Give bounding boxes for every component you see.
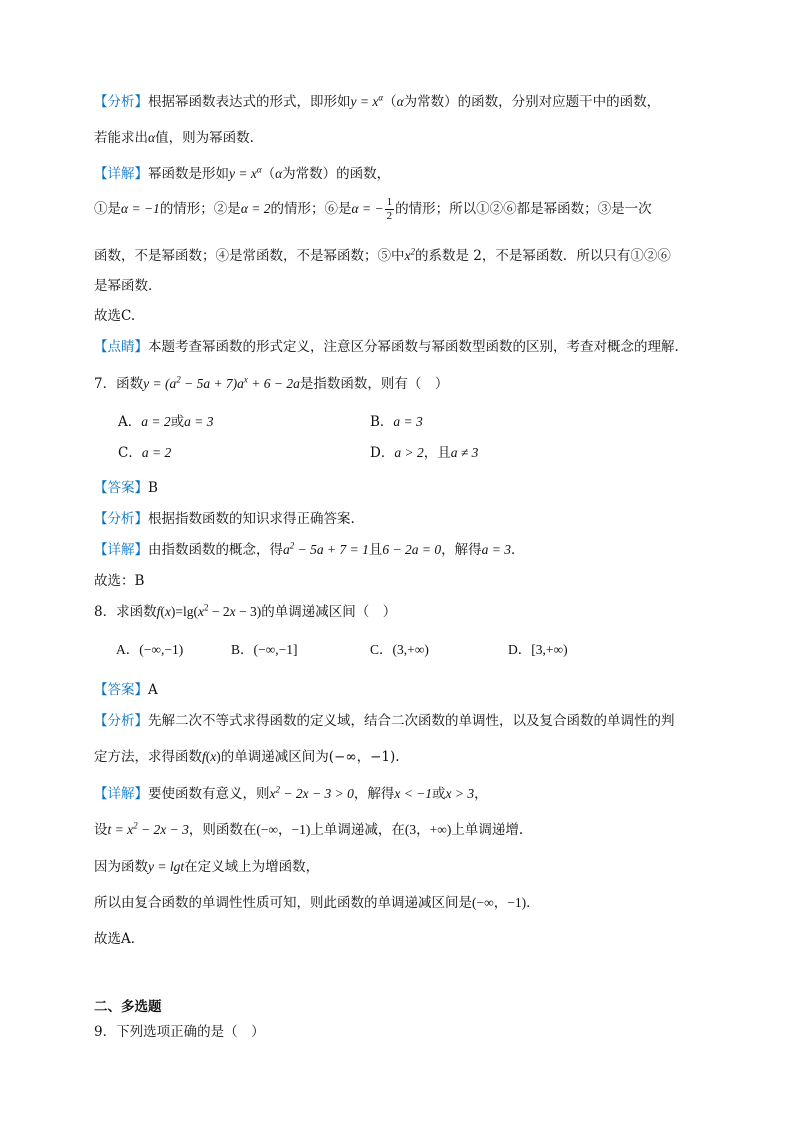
p6-detail-line4: 是幂函数． xyxy=(94,278,162,294)
q7-detail: 【详解】由指数函数的概念，得$a^2 - 5a + 7 = 1$且6 − 2a = 0，解得a = 3． xyxy=(94,540,525,558)
p6-comment: 【点睛】本题考查幂函数的形式定义，注意区分幂函数与幂函数型函数的区别，考查对概念的理解. xyxy=(94,339,679,355)
q8-option-d[interactable]: D．[3,+∞) xyxy=(508,642,568,657)
analysis-tag: 【分析】 xyxy=(94,94,148,110)
q7-choose: 故选：B xyxy=(94,573,145,589)
q8-option-c[interactable]: C．(3,+∞) xyxy=(370,642,429,657)
fraction-one-half: $\frac{1}{2}$ xyxy=(386,196,393,222)
q8-detail-line2: 设$t = x^2 - 2x - 3$，则函数在(−∞，−1)上单调递减，在(3，+∞)上单调递增. xyxy=(94,820,524,838)
p6-analysis-line2: 若能求出α值，则为幂函数. xyxy=(94,130,254,146)
section-heading-multiple-choice: 二、多选题 xyxy=(94,999,162,1015)
q8-analysis-line2: 定方法，求得函数f(x)的单调递减区间为(−∞，−1). xyxy=(94,749,400,765)
comment-tag: 【点睛】 xyxy=(94,339,148,355)
q8-option-b[interactable]: B．(−∞,−1] xyxy=(231,642,298,657)
q8-analysis-line1: 【分析】先解二次不等式求得函数的定义域，结合二次函数的单调性，以及复合函数的单调性的判 xyxy=(94,713,675,729)
q8-choose: 故选A． xyxy=(94,931,145,947)
p6-detail-line3: 函数，不是幂函数；④是常函数，不是幂函数；⑤中$x^2$的系数是 2，不是幂函数．所以只有①②⑥ xyxy=(94,246,671,264)
p6-analysis-line1: 【分析】根据幂函数表达式的形式，即形如$y = x^\alpha(\alpha$为常数）的函数，分别对应题干中的函数， xyxy=(94,92,661,110)
q7-stem: 7．函数$y = (a^2 - 5a + 7)a^x + 6 - 2a$是指数函数，则有（ ） xyxy=(94,374,449,392)
detail-tag: 【详解】 xyxy=(94,166,148,182)
p6-choose: 故选C. xyxy=(94,308,136,324)
p6-detail-line1: 【详解】幂函数是形如$y = x^\alpha(\alpha$为常数）的函数， xyxy=(94,164,391,182)
q7-function-expr: $y = (a^2 - 5a + 7)a^x + 6 - 2a$ xyxy=(143,374,300,391)
math-power-form: $y = x^\alpha$ xyxy=(350,92,384,109)
q7-option-b[interactable]: B．a = 3 xyxy=(370,414,423,430)
q8-detail-line4: 所以由复合函数的单调性性质可知，则此函数的单调递减区间是(−∞，−1)． xyxy=(94,895,540,911)
q8-detail-line3: 因为函数y = lgt在定义域上为增函数， xyxy=(94,859,320,875)
q7-option-d[interactable]: D．a > 2，且a ≠ 3 xyxy=(370,445,479,461)
q7-answer: 【答案】B xyxy=(94,480,158,496)
q8-stem: 8．求函数$f(x)=\lg(x^2 - 2x - 3)$的单调递减区间（ ） xyxy=(94,602,397,620)
q8-option-a[interactable]: A．(−∞,−1) xyxy=(116,642,184,657)
q7-analysis: 【分析】根据指数函数的知识求得正确答案. xyxy=(94,511,355,527)
q8-detail-line1: 【详解】要使函数有意义，则$x^2 - 2x - 3 > 0$，解得x < −1或x > 3， xyxy=(94,784,488,802)
q7-option-c[interactable]: C．a = 2 xyxy=(118,445,172,461)
q7-option-a[interactable]: A．a = 2或a = 3 xyxy=(118,414,214,430)
q8-function-expr: f xyxy=(156,604,161,619)
q8-answer: 【答案】A xyxy=(94,682,158,698)
q9-stem: 9．下列选项正确的是（ ） xyxy=(94,1024,265,1040)
p6-detail-line2: ①是α = −1的情形；②是α = 2的情形；⑥是α = − $\frac{1}{2}$ 的情形；所以①②⑥都是幂函数；③是一次 xyxy=(94,196,652,222)
